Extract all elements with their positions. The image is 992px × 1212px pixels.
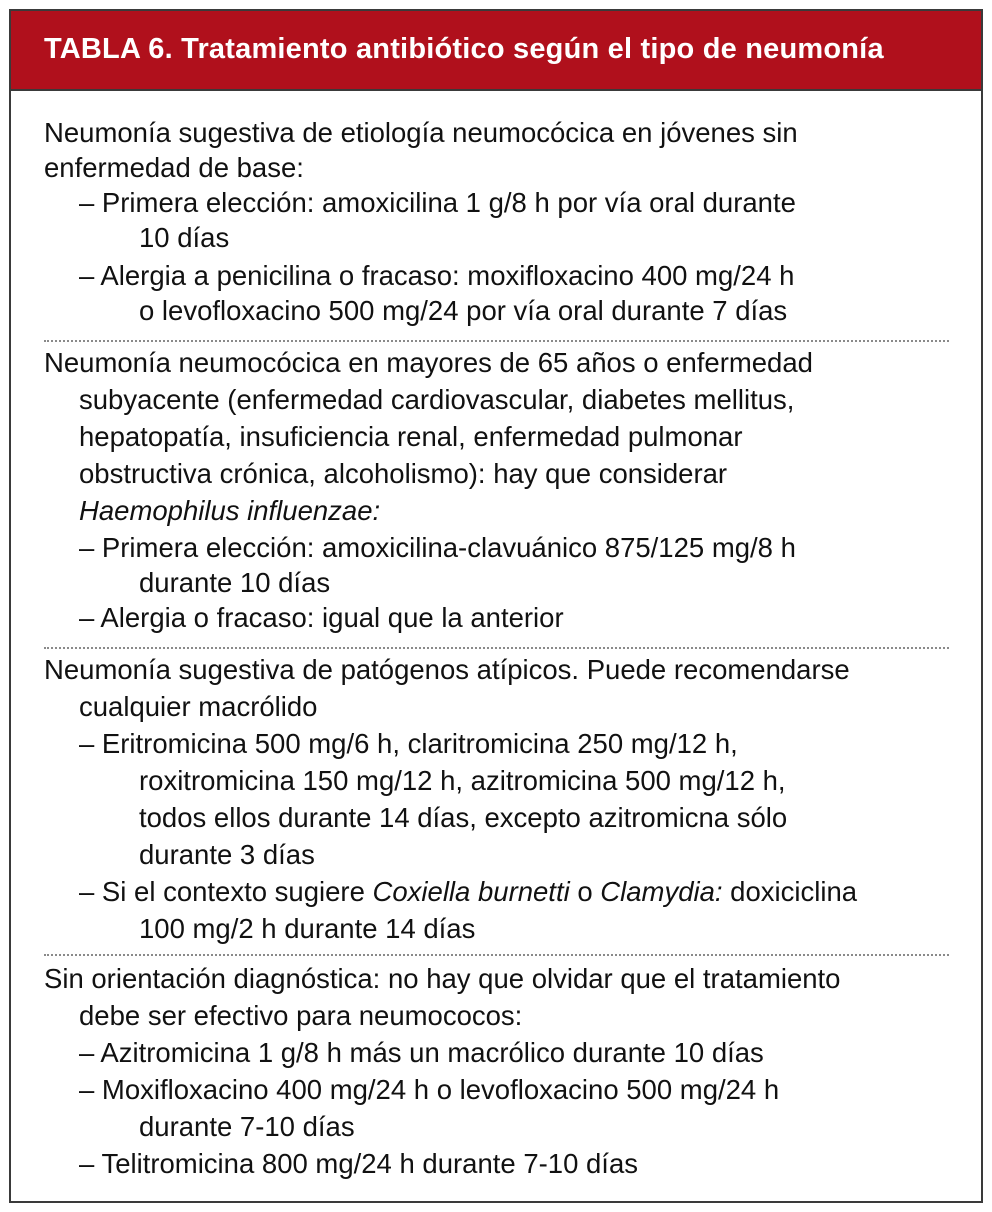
list-item: – Primera elección: amoxicilina 1 g/8 h por vía oral durante xyxy=(79,187,796,218)
list-item-text: o xyxy=(569,876,601,907)
list-item-continuation: durante 10 días xyxy=(139,567,331,598)
section-heading-line: Neumonía sugestiva de etiología neumocócica en jóvenes sin xyxy=(44,117,798,148)
list-item-continuation: 10 días xyxy=(139,222,230,253)
section-heading-line: hepatopatía, insuficiencia renal, enfermedad pulmonar xyxy=(79,421,743,452)
list-item: – Alergia o fracaso: igual que la anterior xyxy=(79,602,564,633)
section-divider xyxy=(44,340,949,342)
list-item: – Telitromicina 800 mg/24 h durante 7-10 días xyxy=(79,1148,638,1179)
list-item-continuation: 100 mg/2 h durante 14 días xyxy=(139,913,476,944)
table-header xyxy=(11,11,981,91)
list-item-continuation: durante 7-10 días xyxy=(139,1111,355,1142)
list-item: – Alergia a penicilina o fracaso: moxifloxacino 400 mg/24 h xyxy=(79,260,795,291)
pathogen-name: Clamydia: xyxy=(600,876,723,907)
section-heading-line: cualquier macrólido xyxy=(79,691,318,722)
list-item-text: doxiciclina xyxy=(722,876,858,907)
table-title: TABLA 6. Tratamiento antibiótico según el tipo de neumonía xyxy=(44,33,884,65)
section-heading-line: obstructiva crónica, alcoholismo): hay que considerar xyxy=(79,458,728,489)
list-item-text: – Si el contexto sugiere xyxy=(79,876,373,907)
section-heading-line: enfermedad de base: xyxy=(44,152,304,183)
list-item xyxy=(79,875,857,909)
section-heading-line: debe ser efectivo para neumococos: xyxy=(79,1000,523,1031)
antibiotic-treatment-table xyxy=(9,9,983,1203)
list-item: – Azitromicina 1 g/8 h más un macrólico durante 10 días xyxy=(79,1037,764,1068)
list-item-continuation: o levofloxacino 500 mg/24 por vía oral durante 7 días xyxy=(139,295,788,326)
section-heading-line: Neumonía neumocócica en mayores de 65 años o enfermedad xyxy=(44,347,813,378)
list-item: – Eritromicina 500 mg/6 h, claritromicina 250 mg/12 h, xyxy=(79,728,738,759)
list-item-continuation: roxitromicina 150 mg/12 h, azitromicina 500 mg/12 h, xyxy=(139,765,786,796)
section-heading-line: subyacente (enfermedad cardiovascular, diabetes mellitus, xyxy=(79,384,795,415)
list-item: – Primera elección: amoxicilina-clavuánico 875/125 mg/8 h xyxy=(79,532,796,563)
pathogen-name: Coxiella burnetti xyxy=(372,876,570,907)
section-divider xyxy=(44,954,949,956)
section-heading-line: Haemophilus influenzae: xyxy=(79,495,381,526)
section-heading-line: Sin orientación diagnóstica: no hay que olvidar que el tratamiento xyxy=(44,963,841,994)
section-divider xyxy=(44,647,949,649)
section-heading-line: Neumonía sugestiva de patógenos atípicos. Puede recomendarse xyxy=(44,654,850,685)
list-item: – Moxifloxacino 400 mg/24 h o levofloxacino 500 mg/24 h xyxy=(79,1074,780,1105)
list-item-continuation: durante 3 días xyxy=(139,839,315,870)
list-item-continuation: todos ellos durante 14 días, excepto azitromicna sólo xyxy=(139,802,788,833)
